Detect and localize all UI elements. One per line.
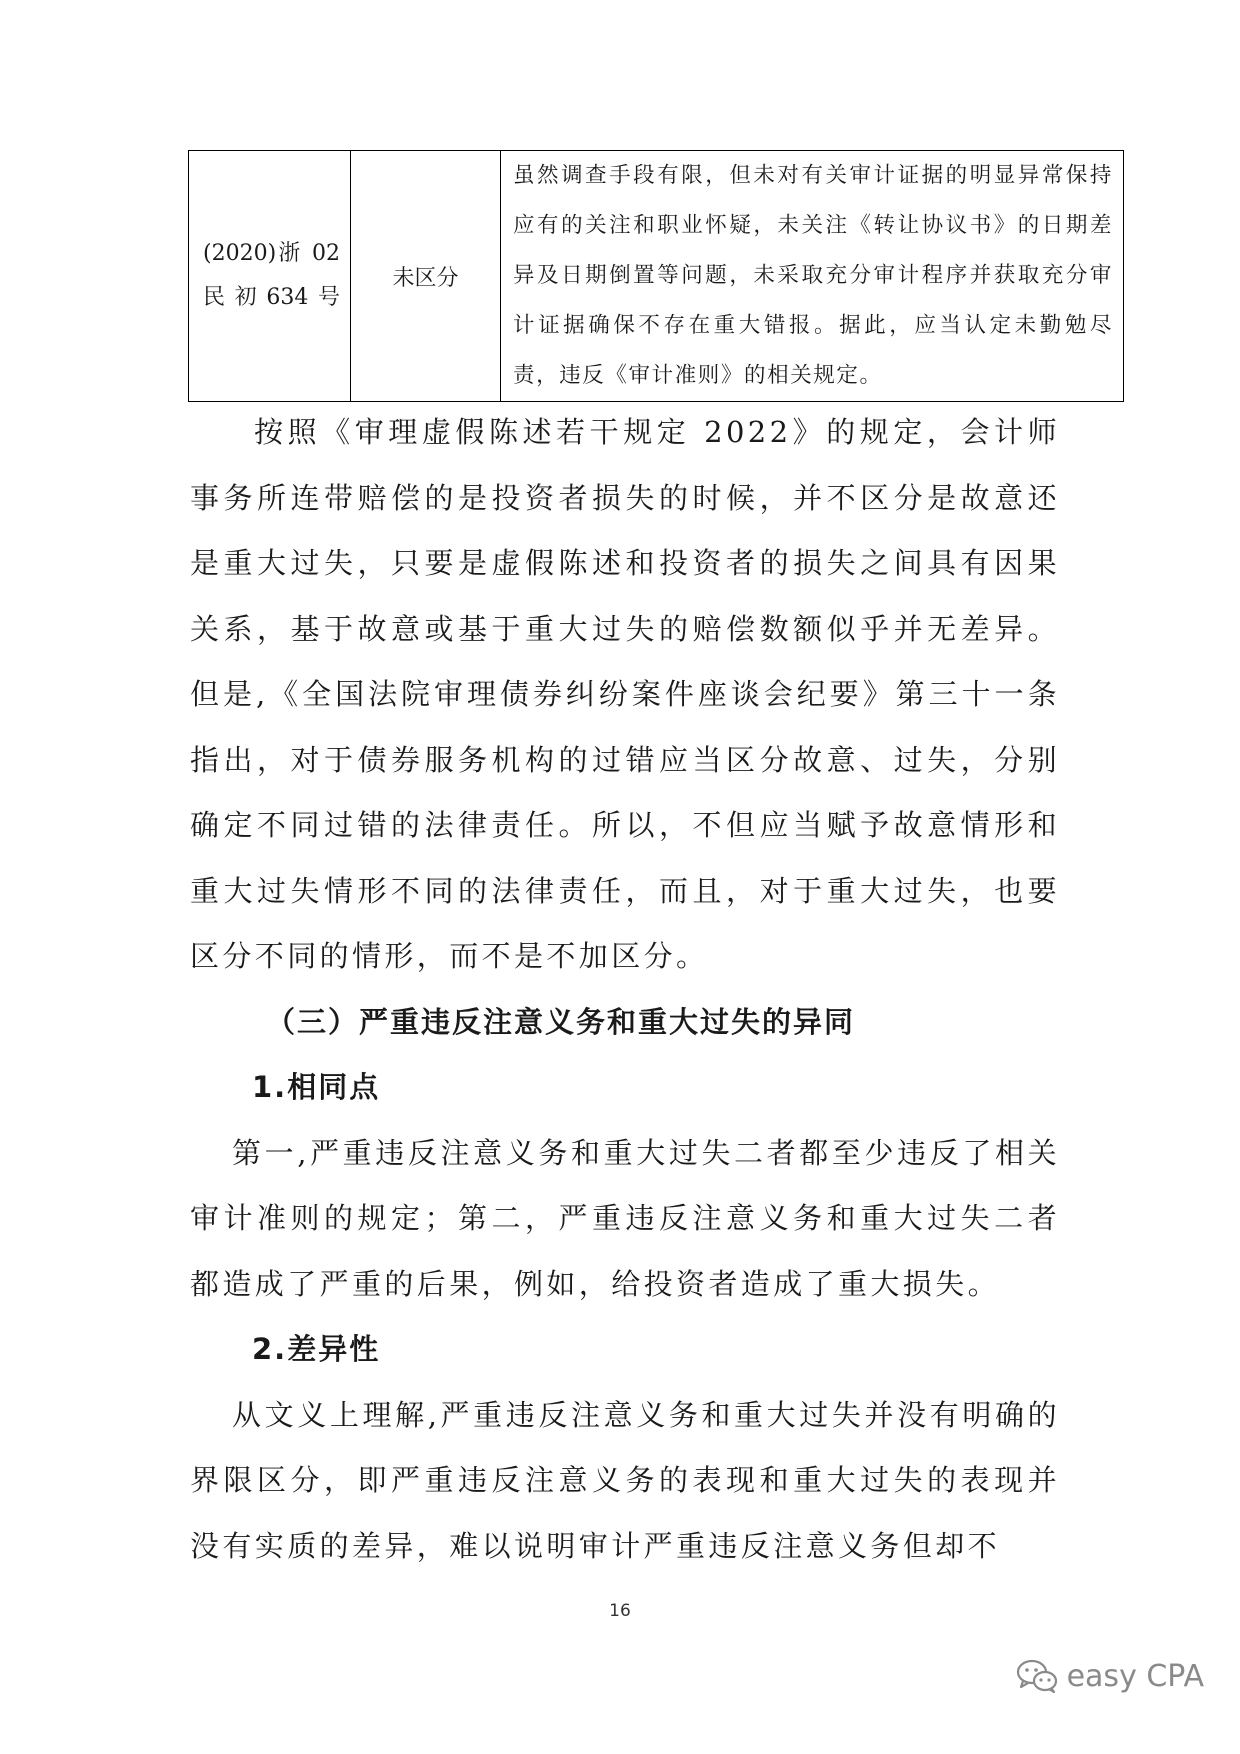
- paragraph-differences: 从文义上理解,严重违反注意义务和重大过失并没有明确的界限区分，即严重违反注意义务的表现和重大过失的表现并没有实质的差异，难以说明审计严重违反注意义务但却不: [190, 1397, 1060, 1563]
- watermark-text: easy CPA: [1066, 1658, 1204, 1694]
- document-body: [190, 400, 1060, 1579]
- case-table: [188, 150, 1124, 402]
- distinction-cell: 未区分: [351, 151, 501, 402]
- subheading-similarities: 1.相同点: [252, 1070, 381, 1104]
- subheading-differences: 2.差异性: [252, 1332, 381, 1366]
- reasoning-cell: 虽然调查手段有限，但未对有关审计证据的明显异常保持应有的关注和职业怀疑，未关注《转让协议书》的日期差异及日期倒置等问题，未采取充分审计程序并获取充分审计证据确保不存在重大错报。据此，应当认定未勤勉尽责，违反《审计准则》的相关规定。: [501, 151, 1124, 402]
- paragraph-liability: 按照《审理虚假陈述若干规定 2022》的规定，会计师事务所连带赔偿的是投资者损失的时候，并不区分是故意还是重大过失，只要是虚假陈述和投资者的损失之间具有因果关系，基于故意或基于重大过失的赔偿数额似乎并无差异。但是,《全国法院审理债券纠纷案件座谈会纪要》第三十一条指出，对于债券服务机构的过错应当区分故意、过失，分别确定不同过错的法律责任。所以，不但应当赋予故意情形和重大过失情形不同的法律责任，而且，对于重大过失，也要区分不同的情形，而不是不加区分。: [190, 415, 1060, 973]
- wechat-icon: [1015, 1657, 1059, 1695]
- table-row: [189, 151, 1124, 402]
- section-heading: （三）严重违反注意义务和重大过失的异同: [266, 1004, 856, 1039]
- page-number: 16: [609, 1601, 631, 1621]
- case-number-cell: (2020)浙 02 民初634号: [189, 151, 351, 402]
- paragraph-similarities: 第一,严重违反注意义务和重大过失二者都至少违反了相关审计准则的规定；第二，严重违反注意义务和重大过失二者都造成了严重的后果，例如，给投资者造成了重大损失。: [190, 1135, 1060, 1301]
- watermark: [1015, 1657, 1204, 1695]
